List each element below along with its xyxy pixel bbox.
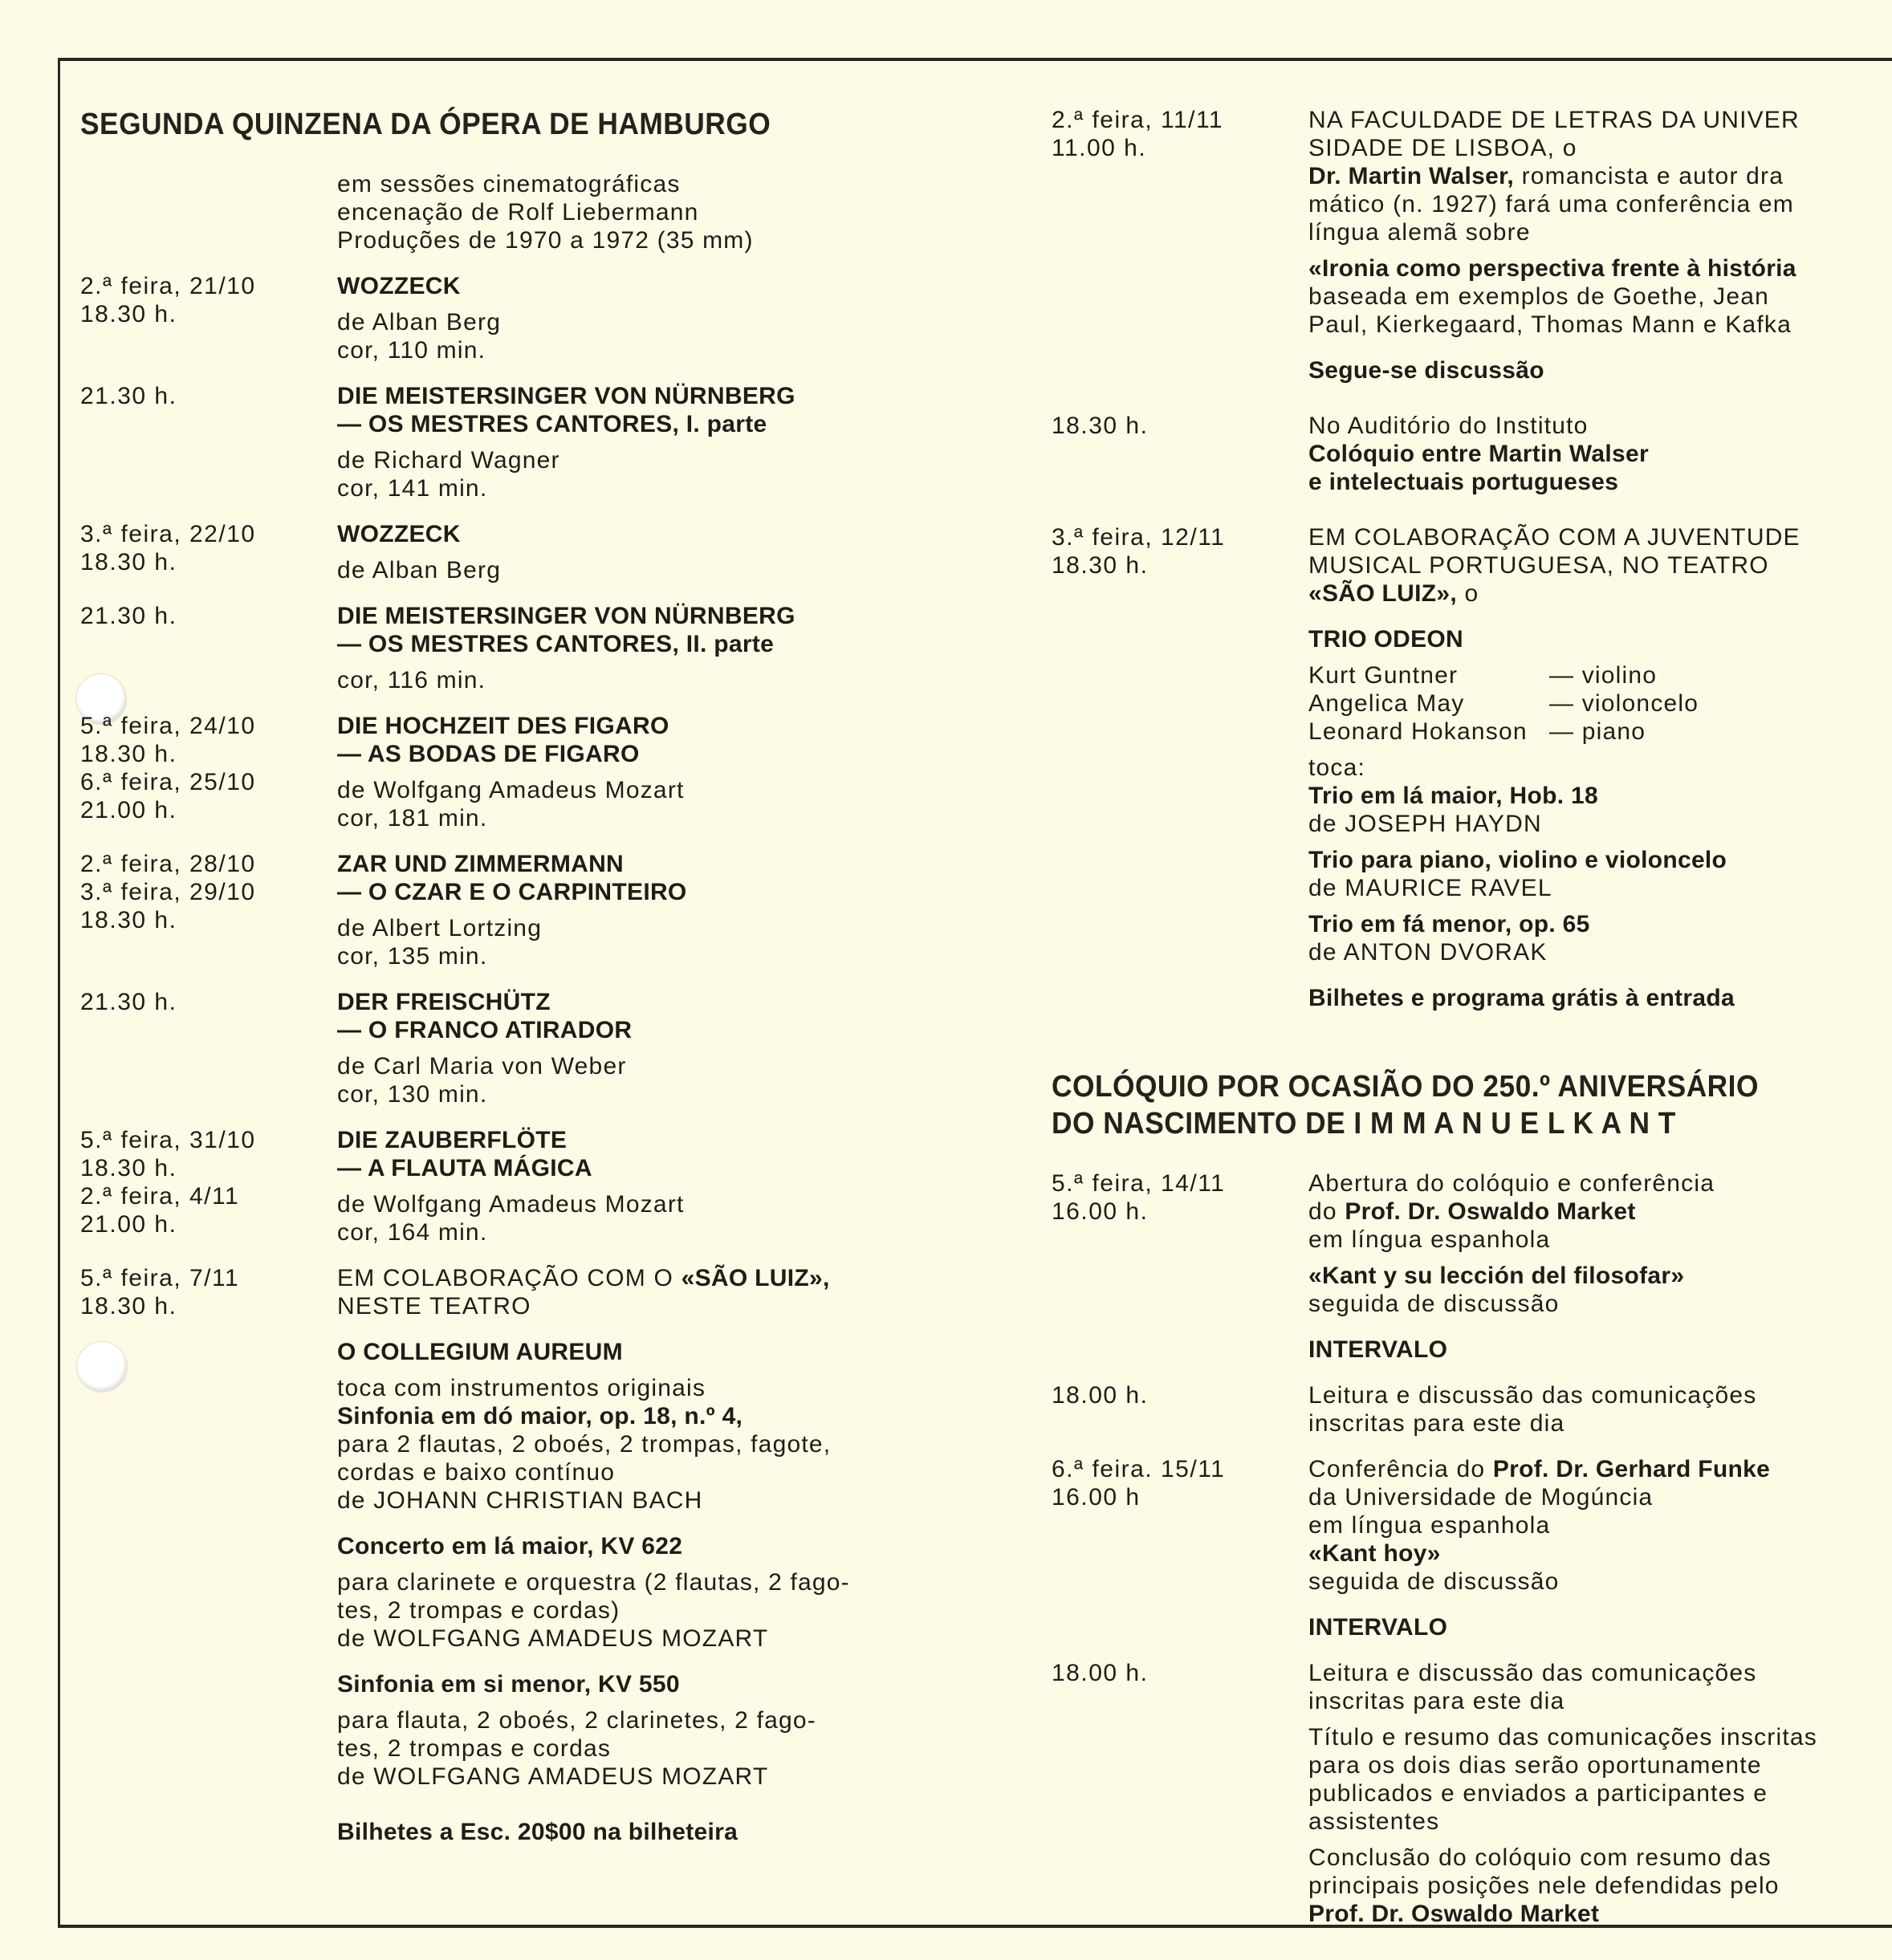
entry-date: 5.ª feira, 14/11 16.00 h. [1052, 1170, 1226, 1225]
desc-line: inscritas para este dia [1308, 1688, 1565, 1714]
opera-entry [80, 520, 947, 584]
desc-line: Leitura e discussão das comunicações [1308, 1660, 1757, 1686]
desc-line: Abertura do colóquio e conferência [1308, 1170, 1715, 1197]
opera-detail: cor, 164 min. [337, 1219, 488, 1246]
note-line: publicados e enviados a participantes e [1308, 1780, 1768, 1807]
entry-date: 21.30 h. [80, 383, 177, 409]
trio-concert-entry [1052, 523, 1892, 1012]
opera-title: DIE MEISTERSINGER VON NÜRNBERG [337, 603, 795, 629]
opera-title: — O CZAR E O CARPINTEIRO [337, 879, 687, 905]
collab-text: MUSICAL PORTUGUESA, NO TEATRO [1308, 552, 1769, 579]
opera-entry [80, 712, 947, 832]
collab-text: EM COLABORAÇÃO COM O [337, 1265, 682, 1291]
venue-line: NA FACULDADE DE LETRAS DA UNIVER [1308, 107, 1800, 133]
lecture-title: «Kant hoy» [1308, 1540, 1441, 1567]
speaker-name: Prof. Dr. Oswaldo Market [1308, 1901, 1600, 1927]
opera-entries [80, 272, 947, 1264]
closing-line: Conclusão do colóquio com resumo das [1308, 1844, 1772, 1871]
work-composer: de ANTON DVORAK [1308, 939, 1548, 966]
work-detail: para clarinete e orquestra (2 flautas, 2 fago- [337, 1569, 850, 1596]
opera-entry [80, 272, 947, 364]
opera-detail: de Alban Berg [337, 557, 502, 584]
interval-label: INTERVALO [1308, 1336, 1448, 1363]
section-title-kant: COLÓQUIO POR OCASIÃO DO 250.º ANIVERSÁRIO DO NASCIMENTO DE I M M A N U E L K A N T [1052, 1070, 1759, 1141]
player-instrument: — violoncelo [1549, 690, 1699, 717]
events-column [1052, 106, 1892, 1928]
desc-line: seguida de discussão [1308, 1568, 1560, 1595]
kant-day1-entry [1052, 1169, 1892, 1364]
desc-line: baseada em exemplos de Goethe, Jean [1308, 283, 1770, 310]
opera-programme-column [80, 106, 947, 1846]
opera-detail: de Alban Berg [337, 309, 502, 335]
desc-line: da Universidade de Mogúncia [1308, 1484, 1654, 1511]
speaker-name: Dr. Martin Walser, [1308, 163, 1515, 189]
concert-entry [80, 1264, 947, 1846]
ensemble-name: O COLLEGIUM AUREUM [337, 1339, 623, 1365]
opera-title: WOZZECK [337, 521, 461, 547]
work-title: Trio para piano, violino e violoncelo [1308, 847, 1727, 873]
work-title: Trio em fá menor, op. 65 [1308, 911, 1590, 937]
entry-body [337, 382, 947, 502]
opera-detail: cor, 141 min. [337, 475, 488, 502]
intro-line: Produções de 1970 a 1972 (35 mm) [337, 227, 754, 254]
entry-body [337, 850, 947, 970]
entry-date: 2.ª feira, 11/11 11.00 h. [1052, 107, 1224, 161]
opera-title: — OS MESTRES CANTORES, II. parte [337, 631, 775, 657]
kant-day2-entry [1052, 1455, 1892, 1641]
opera-entry [80, 988, 947, 1108]
venue-name: «SÃO LUIZ», [681, 1265, 830, 1291]
opera-title: DIE ZAUBERFLÖTE [337, 1127, 568, 1153]
entry-date: 18.00 h. [1052, 1660, 1149, 1686]
entry-date: 5.ª feira, 31/10 18.30 h. 2.ª feira, 4/11 21.00 h. [80, 1127, 256, 1238]
opera-title: DER FREISCHÜTZ [337, 989, 551, 1015]
opera-detail: cor, 181 min. [337, 805, 488, 832]
lecture-title: «Ironia como perspectiva frente à história [1308, 255, 1796, 282]
closing-line: principais posições nele defendidas pelo [1308, 1873, 1780, 1899]
work-detail: de WOLFGANG AMADEUS MOZART [337, 1763, 769, 1790]
speaker-name: Prof. Dr. Gerhard Funke [1492, 1456, 1771, 1482]
opera-detail: de Wolfgang Amadeus Mozart [337, 1191, 685, 1218]
speaker-name: Prof. Dr. Oswaldo Market [1345, 1198, 1636, 1225]
player-instrument: — piano [1549, 718, 1646, 745]
ensemble-name: TRIO ODEON [1308, 626, 1464, 653]
work-detail: cordas e baixo contínuo [337, 1459, 616, 1486]
entry-date: 3.ª feira, 22/10 18.30 h. [80, 521, 256, 575]
opera-title: — AS BODAS DE FIGARO [337, 741, 640, 767]
work-detail: para 2 flautas, 2 oboés, 2 trompas, fagote, [337, 1431, 832, 1458]
desc-line: mático (n. 1927) fará uma conferência em [1308, 191, 1794, 218]
collab-text: EM COLABORAÇÃO COM A JUVENTUDE [1308, 524, 1800, 551]
intro-block [80, 170, 947, 254]
opera-detail: cor, 110 min. [337, 337, 486, 364]
entry-date: 21.30 h. [80, 989, 177, 1015]
player-name: Leonard Hokanson [1308, 718, 1528, 745]
trio-works [1308, 782, 1892, 966]
entry-date: 5.ª feira, 24/10 18.30 h. 6.ª feira, 25/10 21.00 h. [80, 713, 256, 823]
entry-date: 5.ª feira, 7/11 18.30 h. [80, 1265, 240, 1320]
opera-detail: de Richard Wagner [337, 447, 560, 474]
desc-line: inscritas para este dia [1308, 1410, 1565, 1437]
entry-body [337, 602, 947, 694]
work-title: Sinfonia em si menor, KV 550 [337, 1671, 680, 1698]
entry-body [337, 520, 947, 584]
note-line: assistentes [1308, 1808, 1440, 1835]
desc-line: em língua espanhola [1308, 1226, 1551, 1253]
opera-title: ZAR UND ZIMMERMANN [337, 851, 625, 877]
work-title: Sinfonia em dó maior, op. 18, n.º 4, [337, 1403, 743, 1429]
entry-date: 18.00 h. [1052, 1382, 1149, 1409]
entry-body [337, 272, 947, 364]
desc-line: Leitura e discussão das comunicações [1308, 1382, 1757, 1409]
lecture-title: «Kant y su lección del filosofar» [1308, 1263, 1685, 1289]
desc-line: em língua espanhola [1308, 1512, 1551, 1539]
note-line: Título e resumo das comunicações inscritas [1308, 1724, 1817, 1751]
section-title-opera: SEGUNDA QUINZENA DA ÓPERA DE HAMBURGO [80, 108, 771, 141]
plays-label: toca: [1308, 754, 1366, 781]
walser-lecture-entry [1052, 106, 1892, 384]
top-border-rule [58, 58, 1892, 61]
opera-detail: de Carl Maria von Weber [337, 1053, 627, 1080]
entry-body [337, 1126, 947, 1246]
desc-line: do [1308, 1198, 1345, 1225]
venue-line: SIDADE DE LISBOA, o [1308, 135, 1577, 161]
venue-suffix: o [1457, 580, 1479, 607]
opera-entry [80, 850, 947, 970]
opera-detail: cor, 130 min. [337, 1081, 488, 1108]
work-detail: para flauta, 2 oboés, 2 clarinetes, 2 fago- [337, 1707, 816, 1734]
opera-title: WOZZECK [337, 273, 461, 299]
opera-title: — O FRANCO ATIRADOR [337, 1017, 633, 1043]
speaker-desc: romancista e autor dra [1514, 163, 1784, 189]
entry-body [337, 712, 947, 832]
intro-line: em sessões cinematográficas [337, 171, 681, 197]
venue-line: No Auditório do Instituto [1308, 413, 1589, 439]
kant-day2-evening-entry [1052, 1659, 1892, 1928]
opera-title: — OS MESTRES CANTORES, I. parte [337, 411, 767, 437]
player-name: Kurt Guntner [1308, 662, 1459, 689]
kant-day1-evening-entry [1052, 1381, 1892, 1437]
work-composer: de JOSEPH HAYDN [1308, 811, 1542, 837]
note-line: para os dois dias serão oportunamente [1308, 1752, 1762, 1779]
desc-line: língua alemã sobre [1308, 219, 1531, 246]
ticket-info: Bilhetes a Esc. 20$00 na bilheteira [337, 1819, 738, 1845]
desc-line: Paul, Kierkegaard, Thomas Mann e Kafka [1308, 311, 1792, 338]
collab-text: NESTE TEATRO [337, 1293, 531, 1320]
desc-line: seguida de discussão [1308, 1291, 1560, 1317]
entry-date: 18.30 h. [1052, 413, 1149, 439]
opera-entry [80, 382, 947, 502]
desc-line: Conferência do [1308, 1456, 1493, 1482]
colloquy-title: Colóquio entre Martin Walser [1308, 441, 1649, 467]
work-title: Trio em lá maior, Hob. 18 [1308, 783, 1598, 809]
entry-body [337, 988, 947, 1108]
player-name: Angelica May [1308, 690, 1465, 717]
entry-date: 3.ª feira, 12/11 18.30 h. [1052, 524, 1226, 579]
interval-label: INTERVALO [1308, 1614, 1448, 1641]
opera-title: DIE HOCHZEIT DES FIGARO [337, 713, 669, 739]
entry-date: 6.ª feira. 15/11 16.00 h [1052, 1456, 1226, 1511]
venue-name: «SÃO LUIZ», [1308, 580, 1457, 607]
opera-detail: cor, 135 min. [337, 943, 488, 970]
opera-title: DIE MEISTERSINGER VON NÜRNBERG [337, 383, 795, 409]
opera-detail: de Wolfgang Amadeus Mozart [337, 777, 685, 803]
player-list [1308, 661, 1892, 746]
work-detail: de WOLFGANG AMADEUS MOZART [337, 1625, 769, 1652]
concert-works [337, 1402, 947, 1791]
left-border-rule [58, 58, 60, 1928]
entry-date: 21.30 h. [80, 603, 177, 629]
opera-detail: cor, 116 min. [337, 667, 486, 693]
entry-date: 2.ª feira, 28/10 3.ª feira, 29/10 18.30 h. [80, 851, 256, 933]
colloquy-entry [1052, 412, 1892, 496]
ensemble-note: toca com instrumentos originais [337, 1375, 706, 1401]
intro-line: encenação de Rolf Liebermann [337, 199, 699, 226]
opera-title: — A FLAUTA MÁGICA [337, 1155, 592, 1181]
opera-detail: de Albert Lortzing [337, 915, 543, 941]
entry-date: 2.ª feira, 21/10 18.30 h. [80, 273, 256, 327]
work-detail: tes, 2 trompas e cordas [337, 1735, 612, 1762]
colloquy-title: e intelectuais portugueses [1308, 469, 1619, 495]
followup-note: Segue-se discussão [1308, 357, 1544, 384]
work-detail: tes, 2 trompas e cordas) [337, 1597, 620, 1624]
work-composer: de MAURICE RAVEL [1308, 875, 1552, 901]
work-title: Concerto em lá maior, KV 622 [337, 1533, 683, 1559]
opera-entry [80, 602, 947, 694]
ticket-info: Bilhetes e programa grátis à entrada [1308, 985, 1735, 1011]
work-detail: de JOHANN CHRISTIAN BACH [337, 1487, 703, 1514]
opera-entry [80, 1126, 947, 1246]
player-instrument: — violino [1549, 662, 1658, 689]
